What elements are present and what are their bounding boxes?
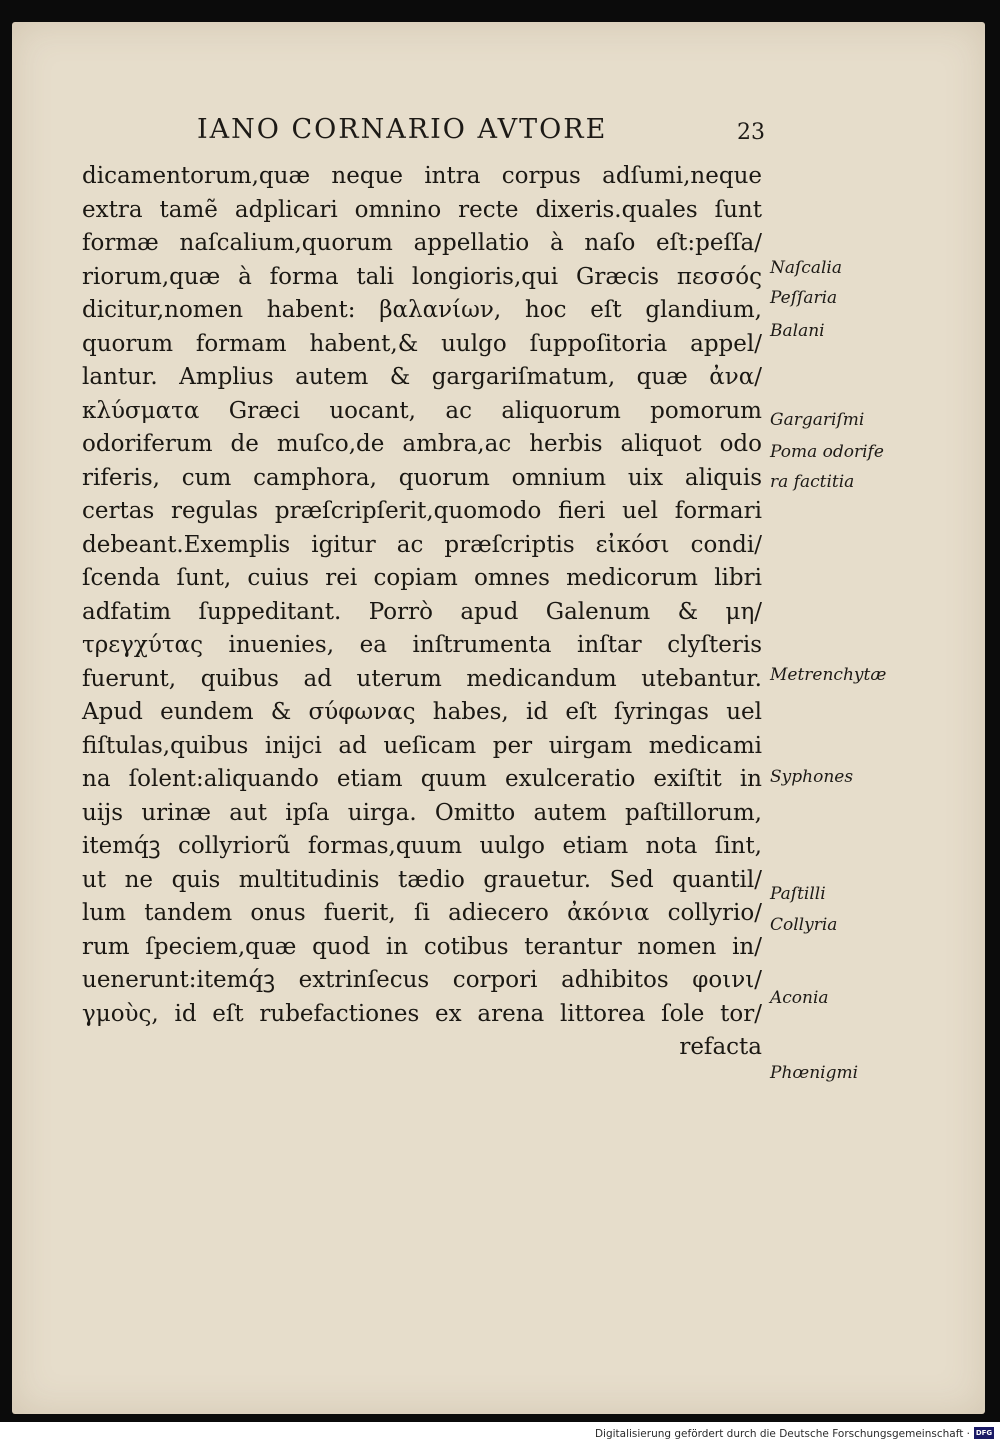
text-line: ut ne quis multitudinis tædio grauetur. Sed quantil/ (82, 866, 762, 893)
footer-bar (0, 1422, 1000, 1448)
text-line: ſcenda ſunt, cuius rei copiam omnes medicorum libri (82, 565, 762, 591)
text-line: riorum,quæ à forma tali longioris,qui Græcis πεσσός (82, 263, 762, 290)
margin-note-metrenchytae: Metrenchytæ (770, 665, 887, 685)
text-line: quorum formam habent,& uulgo ſuppoſitoria appel/ (82, 330, 762, 357)
margin-note-pessaria: Peſſaria (770, 288, 838, 308)
text-line: odoriferum de muſco,de ambra,ac herbis aliquot odo (82, 431, 762, 457)
text-line: formæ naſcalium,quorum appellatio à naſo eſt:peſſa/ (82, 230, 762, 256)
text-line: certas regulas præſcripſerit,quomodo fieri uel formari (82, 498, 762, 524)
text-line: dicamentorum,quæ neque intra corpus adſumi,neque (82, 163, 762, 189)
margin-note-balani: Balani (770, 321, 825, 341)
text-line: adfatim ſuppeditant. Porrò apud Galenum & μη/ (82, 598, 762, 625)
text-line: dicitur,nomen habent: βαλανίων, hoc eſt glandium, (82, 297, 762, 323)
catchword: refacta (679, 1034, 762, 1060)
text-line: κλύσματα Græci uocant, ac aliquorum pomorum (82, 397, 762, 424)
text-line: uenerunt:itemq́ꝫ extrinſecus corpori adhibitos φοινι/ (82, 967, 762, 993)
text-line: fiſtulas,quibus inijci ad ueſicam per uirgam medicami (82, 732, 762, 759)
text-line: uijs urinæ aut ipſa uirga. Omitto autem paſtillorum, (82, 799, 762, 826)
text-line: itemq́ꝫ collyriorũ formas,quum uulgo etiam nota ſint, (82, 833, 762, 859)
text-line: γμοὺς, id eſt rubefactiones ex arena littorea ſole tor/ (82, 1000, 762, 1027)
text-line: fuerunt, quibus ad uterum medicandum utebantur. (82, 665, 762, 692)
running-head: IANO CORNARIO AVTORE (197, 114, 608, 145)
book-page (12, 22, 985, 1414)
margin-note-collyria: Collyria (770, 915, 838, 935)
margin-note-aconia: Aconia (770, 988, 829, 1008)
margin-note-gargarismi: Gargariſmi (770, 410, 865, 430)
text-line: riferis, cum camphora, quorum omnium uix aliquis (82, 464, 762, 491)
text-line: lantur. Amplius autem & gargariſmatum, quæ ἀνα/ (82, 364, 762, 390)
margin-note-poma-odorifera-1: Poma odorife (770, 442, 884, 462)
text-line: debeant.Exemplis igitur ac præſcriptis εἰκόσι condi/ (82, 531, 762, 558)
body-text (82, 160, 762, 1065)
dfg-logo: DFG (975, 1429, 993, 1437)
funding-credit: Digitalisierung gefördert durch die Deutsche Forschungsgemeinschaft · (594, 1428, 970, 1440)
text-line: τρεγχύτας inuenies, ea inſtrumenta inſtar clyſteris (82, 632, 762, 658)
text-line: rum ſpeciem,quæ quod in cotibus terantur nomen in/ (82, 933, 762, 960)
margin-note-nascalia: Naſcalia (770, 258, 842, 278)
margin-note-poma-odorifera-2: ra factitia (770, 472, 855, 492)
margin-note-syphones: Syphones (770, 767, 854, 787)
text-line: lum tandem onus fuerit, ſi adiecero ἀκόνια collyrio/ (82, 900, 762, 926)
text-line: extra tamẽ adplicari omnino recte dixeris.quales ſunt (82, 196, 762, 223)
page-number: 23 (737, 120, 765, 145)
margin-note-pastilli: Paſtilli (770, 884, 826, 904)
text-line: na ſolent:aliquando etiam quum exulceratio exiſtit in (82, 766, 762, 792)
margin-note-phoenigmi: Phœnigmi (770, 1063, 859, 1083)
text-line: Apud eundem & σύφωνας habes, id eſt ſyringas uel (82, 699, 762, 725)
